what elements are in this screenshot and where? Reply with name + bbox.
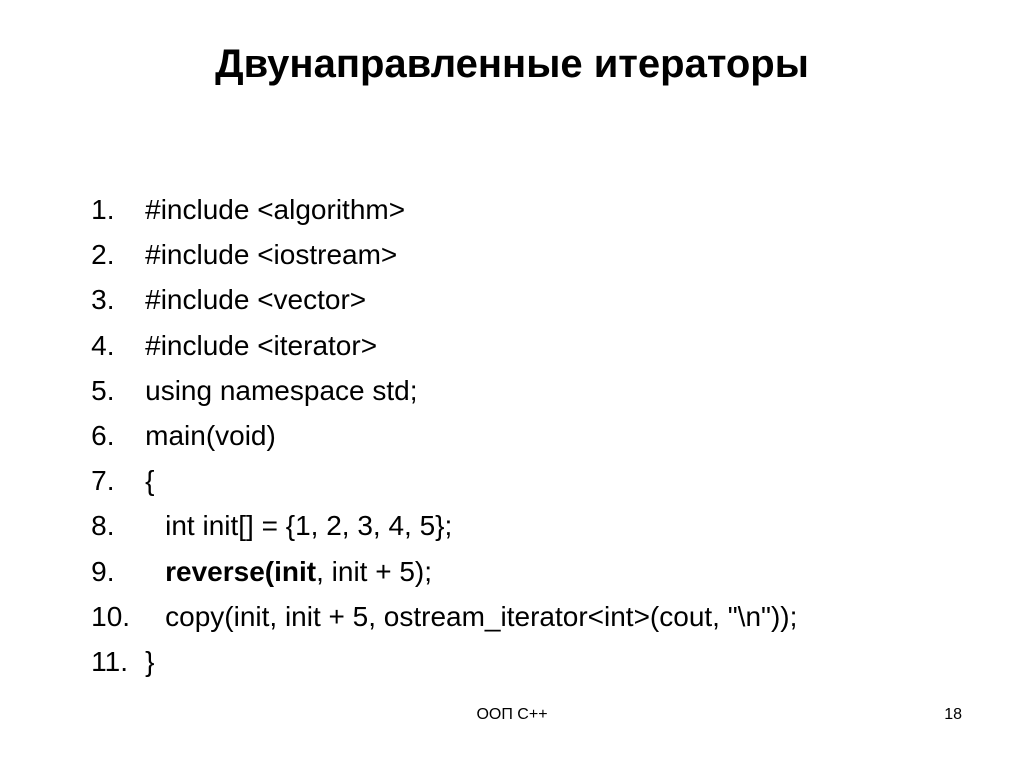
code-listing	[60, 142, 798, 677]
line-number: 9.	[91, 555, 115, 587]
code-text: using namespace std;	[145, 374, 418, 406]
code-text: copy(init, init + 5, ostream_iterator<int>(cout, "\n"));	[165, 600, 798, 632]
code-text: int init[] = {1, 2, 3, 4, 5};	[165, 510, 453, 542]
code-line-9	[60, 504, 797, 587]
line-number: 8.	[91, 510, 115, 542]
code-text-bold: reverse(init	[165, 555, 317, 587]
line-number: 2.	[91, 239, 115, 271]
code-line-7	[60, 413, 797, 497]
code-line-5	[60, 323, 797, 406]
code-line-1	[60, 142, 797, 225]
line-number: 6.	[91, 419, 115, 451]
code-line-4	[60, 278, 797, 361]
code-line-10	[60, 549, 798, 632]
code-text: #include <iostream>	[145, 239, 398, 271]
page-number: 18	[944, 706, 962, 723]
footer-course-name: ООП С++	[476, 706, 548, 723]
line-number: 7.	[91, 465, 115, 497]
code-text: {	[145, 465, 155, 497]
code-text: main(void)	[145, 419, 276, 451]
code-text: , init + 5);	[316, 555, 433, 587]
code-line-3	[60, 232, 797, 316]
code-text: #include <vector>	[145, 284, 367, 316]
line-number: 5.	[91, 374, 115, 406]
code-text: #include <algorithm>	[145, 194, 406, 225]
line-number: 3.	[91, 284, 115, 316]
code-text: #include <iterator>	[145, 329, 378, 361]
line-number: 10.	[91, 600, 131, 632]
code-line-2	[60, 187, 797, 271]
code-line-11	[60, 594, 797, 677]
code-line-8	[60, 458, 797, 542]
code-line-6	[60, 368, 797, 451]
line-number: 1.	[91, 194, 115, 225]
line-number: 4.	[91, 329, 115, 361]
slide-title: Двунаправленные итераторы	[215, 42, 809, 86]
code-text: }	[145, 645, 155, 677]
line-number: 11.	[91, 645, 128, 677]
